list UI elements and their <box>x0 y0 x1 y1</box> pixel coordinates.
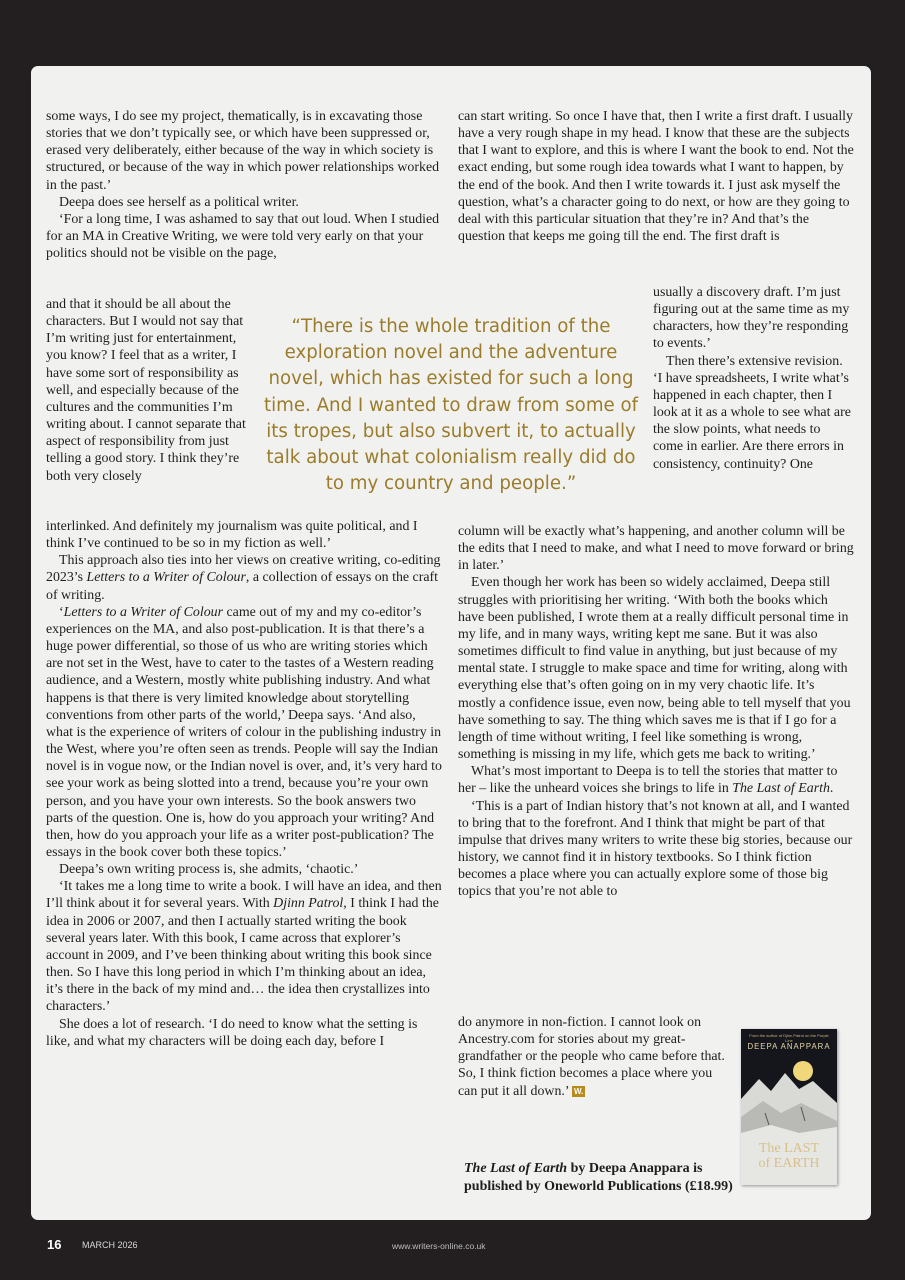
paragraph: Even though her work has been so widely acclaimed, Deepa still struggles with prioritising her writing. ‘With both the books which have been published, I wrote them at a really difficult personal time in my life, and in many ways, writing kept me sane. But it was also sometimes difficult to find value in anything, but just because of my mental state. I struggle to make space and time for writing, along with everything else that’s often going on in my very chaotic life. It’s mostly a confidence issue, even now, being able to tell myself that you have something to say. The thing which saves me is that if I go for a length of time without writing, I feel like something is wrong, something is missing in my life, which gets me back to writing.’ <box>458 575 851 763</box>
paragraph: some ways, I do see my project, thematically, is in excavating those stories that we don’t typically see, or which have been suppressed or, erased very deliberately, either because of the way in which society is structured, or because of the way in which power relationships worked in the past.’ <box>46 109 440 193</box>
paragraph: column will be exactly what’s happening, and another column will be the edits that I need to make, and what I need to move forward or bring in later.’ <box>458 524 854 574</box>
left-column-wrap <box>46 296 252 485</box>
book-cover-image <box>741 1029 837 1185</box>
paragraph: This approach also ties into her views on creative writing, co-editing 2023’s Letters to a Writer of Colour, a collection of essays on the craft of writing. <box>46 553 441 603</box>
paragraph: Then there’s extensive revision. ‘I have spreadsheets, I write what’s happened in each chapter, then I look at it as a whole to see what are the slow points, what needs to come in earlier. Are there errors in consistency, continuity? One <box>653 353 851 472</box>
book-title: Letters to a Writer of Colour <box>86 570 246 586</box>
pull-quote: “There is the whole tradition of the exploration novel and the adventure novel, which has existed for such a long time. And I wanted to draw from some of its tropes, but also subvert it, to actually talk about what colonialism really did do to my country and people.” <box>263 316 639 495</box>
right-column-bottom <box>458 1014 728 1100</box>
book-title: Djinn Patrol <box>273 896 344 912</box>
cover-author: DEEPA ANAPPARA <box>747 1042 831 1051</box>
paragraph: What’s most important to Deepa is to tell the stories that matter to her – like the unheard voices she brings to life in The Last of Earth. <box>458 764 838 797</box>
article-page <box>31 66 871 1220</box>
paragraph: usually a discovery draft. I’m just figuring out at the same time as my characters, how they’re responding to events.’ <box>653 285 850 352</box>
sun-icon <box>793 1061 813 1081</box>
right-column-wrap <box>653 284 853 473</box>
paragraph: Deepa does see herself as a political writer. <box>59 194 299 210</box>
paragraph: ‘Letters to a Writer of Colour came out of my and my co-editor’s experiences on the MA, and also post-publication. It is that there’s a huge power differential, so those of us who are writing stories which are not set in the West, have to cater to the tastes of a Western reading audience, and a Western, mostly white publishing industry. And what happens is that there is very limited knowledge about storytelling conventions from other parts of the world,’ Deepa says. ‘And also, what is the experience of writers of colour in the publishing industry in the West, where you’re often seen as trends. People will say the Indian novel is in vogue now, or the Indian novel is over, and, it’s very hard to see your work as being slotted into a trend, because you’re your own person, and you have your own interests. So the book answers two parts of the question. One is, how do you approach your writing? And then, how do you approach your life as a writer post-publication? The essays in the book cover both these topics.’ <box>46 604 442 860</box>
paragraph: ‘This is a part of Indian history that’s not known at all, and I wanted to bring that to the forefront. And I think that might be part of that impulse that drives many writers to write these big stories, because our history, we cannot find it in history textbooks. So I think fiction becomes a place where you can actually explore some of those big topics that you’re not able to <box>458 798 853 900</box>
paragraph: ‘For a long time, I was ashamed to say that out loud. When I studied for an MA in Creative Writing, we were told very early on that your politics should not be visible on the page, <box>46 211 440 262</box>
page-number: 16 <box>47 1237 62 1252</box>
right-column-middle <box>458 523 854 900</box>
left-column-top <box>46 108 442 262</box>
right-column-top <box>458 108 854 245</box>
cover-tagline: From the author of Djinn Patrol on the Purple Line <box>749 1033 829 1043</box>
book-credit: The Last of Earth by Deepa Anappara is published by Oneworld Publications (£18.99) <box>464 1161 733 1194</box>
issue-date: MARCH 2026 <box>82 1240 138 1250</box>
paragraph: Deepa’s own writing process is, she admits, ‘chaotic.’ <box>59 862 359 878</box>
paragraph: do anymore in non-fiction. I cannot look on Ancestry.com for stories about my great-grandfather or the people who came before that. So, I think fiction becomes a place where you can put it all down.’ W. <box>458 1015 725 1099</box>
book-title: The Last of Earth <box>732 781 830 797</box>
cover-title: The LAST of EARTH <box>758 1141 820 1171</box>
left-column-bottom <box>46 518 442 1050</box>
paragraph: can start writing. So once I have that, then I write a first draft. I usually have a very rough shape in my head. I know that these are the subjects that I want to explore, and this is where I want the book to end. Not the exact ending, but some rough idea towards what I want to happen, by the end of the book. And then I write towards it. I just ask myself the question, what’s a character going to do next, or how are they going to deal with this particular situation that they’re in? And that’s the question that keeps me going till the end. The first draft is <box>458 109 854 245</box>
paragraph: She does a lot of research. ‘I do need to know what the setting is like, and what my characters will be doing each day, before I <box>46 1016 418 1049</box>
end-mark-icon: W. <box>573 1086 584 1096</box>
book-title: Letters to a Writer of Colour <box>63 604 224 620</box>
paragraph: interlinked. And definitely my journalism was quite political, and I think I’ve continued to be so in my fiction as well.’ <box>46 519 418 552</box>
paragraph: and that it should be all about the characters. But I would not say that I’m writing just for entertainment, you know? I feel that as a writer, I have some sort of responsibility as well, and especially because of the cultures and the communities I’m writing about. I cannot separate that aspect of responsibility from just telling a good story. I think they’re both very closely <box>46 297 246 484</box>
paragraph: ‘It takes me a long time to write a book. I will have an idea, and then I’ll think about it for several years. With Djinn Patrol, I think I had the idea in 2006 or 2007, and then I actually started writing the book several years later. With this book, I came across that explorer’s account in 2009, and I’ve been thinking about writing this book since then. So I have this long period in which I’m thinking about an idea, it’s there in the back of my mind and… the idea then crystallizes into characters.’ <box>46 879 442 1015</box>
book-title: The Last of Earth <box>464 1161 568 1176</box>
website-url: www.writers-online.co.uk <box>392 1241 486 1251</box>
